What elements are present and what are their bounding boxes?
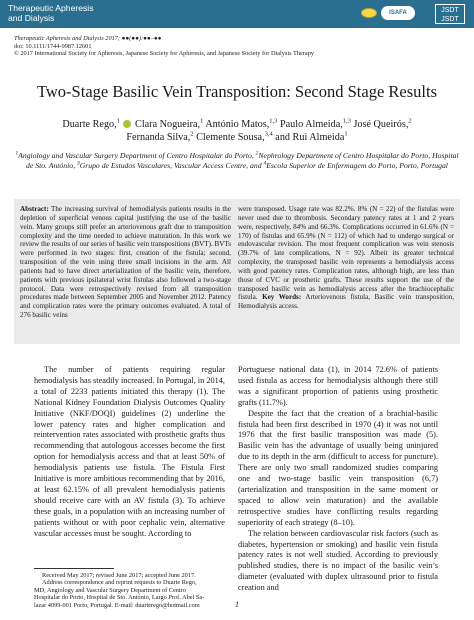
footnote-rule bbox=[34, 568, 114, 569]
jsdt-logo-line2: JSDT bbox=[441, 16, 459, 23]
doi: doi: 10.1111/1744-9987.12601 bbox=[14, 42, 92, 50]
abstract-text-left: The increasing survival of hemodialysis patients results in the depletion of superficial venous capital justifying the use of the basilic vein. Many groups still prefer an arteriovenous graft due to transposition complexity and the time needed to achieve maturation. In this work we review the results of our series of basilic vein transpositions (BVT). BVTs were performed in two stages: first, creation of the fistula; second, transposition of the vein using three small incisions in the arm. All patients had to have direct arterialization of the basilic vein, therefore, patients with previous ipsilateral wrist fistulas also followed a two-stage protocol. Data were retrospectively revised from all transposition procedures made between September 2005 and November 2012. Patency and complication rates were the primary outcomes evaluated. A total of 276 basilic veins bbox=[20, 205, 231, 320]
author-name: António Matos, bbox=[205, 119, 270, 130]
journal-title-line2: and Dialysis bbox=[8, 13, 55, 23]
author-affil-sup: 2 bbox=[190, 130, 194, 138]
abstract-left-column bbox=[20, 205, 231, 320]
article-title: Two-Stage Basilic Vein Transposition: Second Stage Results bbox=[36, 82, 438, 101]
author-affil-sup: 1,3 bbox=[269, 117, 278, 125]
author-name: Clemente Sousa, bbox=[196, 132, 265, 143]
body-paragraph: The relation between cardiovascular risk factors (such as diabetes, hypertension or smoking) and basilic vein fistula patency rates is not well studied. According to previously published studies, there is no impact of the basilic vein’s diameter (evaluated with duplex ultrasound prior to fistula creation and bbox=[238, 528, 438, 593]
affil-sup: 1 bbox=[15, 150, 19, 157]
isafa-logo: ISAFA bbox=[381, 6, 415, 20]
body-left-column: The number of patients requiring regular hemodialysis has steadily increased. In Portugal, in 2014, a total of 2233 patients initiated this therapy (1). The National Kidney Foundation Dialysis Outcomes Quality Initiative (NKF/DOQI) guidelines (2) underline the lower patency rates and higher complication and reintervention rates associated with prosthetic grafts thus recommending that autologous accesses become the first option for hemodialysis access and that at least 50% of hemodialysis patients use fistula. The Fistula First Initiative is more ambitious recommending that by 2016, at least 62.15% of all prevalent hemodialysis patients should receive care with an AV fistula (3). To achieve these goals, in a population with an increasing number of patients without or with poor cephalic vein, alternative vascular accesses must be sought. According to bbox=[34, 365, 225, 538]
author-name: Fernanda Silva, bbox=[126, 132, 191, 143]
orcid-icon[interactable] bbox=[123, 120, 131, 128]
author-name: Clara Nogueira, bbox=[135, 119, 201, 130]
author-affil-sup: 3,4 bbox=[264, 130, 273, 138]
journal-banner bbox=[0, 0, 474, 28]
jsdt-logo bbox=[435, 4, 465, 24]
author-list bbox=[14, 118, 460, 144]
body-right-column bbox=[238, 365, 438, 594]
affiliation-text: Nephrology Department of Centro Hospitalar do Porto, Hospital de Sto. António, bbox=[26, 151, 459, 170]
body-paragraph: Despite the fact that the creation of a brachial-basilic fistula had been first described in 1970 (4) it was not until 1976 that the first basilic transposition was made (5). Basilic vein has the advantage of usually being uninjured due to its depth in the arm (difficult to access for puncture). There are only two small randomized studies comparing one and two-stage basilic vein transposition (6,7) (arterialization and transposition in the same moment or spaced to allow vein maturation) and the available retrospective studies have conflicting results regarding superiority of each strategy (8–10). bbox=[238, 408, 438, 527]
footnote-line: Address correspondence and reprint requests to Duarte Rego, bbox=[42, 579, 197, 587]
copyright: © 2017 International Society for Apheresis, Japanese Society for Apheresis, and Japanese Society for Dialysis Therapy bbox=[14, 50, 315, 58]
author-affil-sup: 1,3 bbox=[342, 117, 351, 125]
author-name: Paulo Almeida, bbox=[279, 119, 343, 130]
keywords-label: Key Words: bbox=[262, 293, 302, 302]
abstract-right-column bbox=[238, 205, 454, 311]
author-name: and Rui Almeida bbox=[275, 132, 345, 143]
affiliation-text: Escola Superior de Enfermagem do Porto, Porto, Portugal bbox=[266, 161, 448, 170]
abstract-box bbox=[14, 199, 460, 344]
journal-title-line1: Therapeutic Apheresis bbox=[8, 3, 94, 13]
body-paragraph: Portuguese national data (1), in 2014 72.6% of patients used fistula as access for hemodialysis although there still was a significant proportion of patients using prosthetic grafts (11.7%). bbox=[238, 365, 438, 407]
author-affil-sup: 2 bbox=[408, 117, 412, 125]
keywords: Arteriovenous fistula, Basilic vein transposition, Hemodialysis access. bbox=[238, 293, 454, 311]
footnote-line: Received May 2017; revised June 2017; accepted June 2017. bbox=[42, 572, 196, 579]
abstract-label: Abstract: bbox=[20, 205, 49, 213]
affiliations bbox=[14, 151, 460, 171]
author-name: José Queirós, bbox=[353, 119, 409, 130]
article-meta bbox=[14, 35, 464, 58]
abstract-text-right: were transposed. Usage rate was 82.2%. 8% (N = 22) of the fistulas were never used due to thrombosis. Secondary patency rates at 1 and 2 years were, respectively, 84% and 66.3%. Complications occurred in 61.6% (N = 170) of fistulas and 65.9% (N = 112) of which had to undergo surgical or endovascular revision. The most frequent complication was vein stenosis (39.7% of late complications, N = 92). Albeit its greater technical complexity, the transposed basilic vein represents a hemodialysis access with good patency rates. Complication rates, although high, are less than those of CVC or prosthetic grafts. These results support the use of the transposed basilic vein as hemodialysis access after the brachiocephalic fistula. bbox=[238, 205, 454, 302]
affil-sup: 2 bbox=[255, 150, 259, 157]
author-affil-sup: 1 bbox=[200, 117, 204, 125]
author-affil-sup: 1 bbox=[344, 130, 348, 138]
page-number: 1 bbox=[235, 600, 239, 609]
journal-title bbox=[8, 3, 94, 23]
citation: Therapeutic Apheresis and Dialysis 2017; ●●(●●):●●–●● bbox=[14, 35, 162, 42]
affiliation-text: Angiology and Vascular Surgery Department of Centro Hospitalar do Porto, bbox=[18, 151, 254, 160]
author-name: Duarte Rego, bbox=[62, 119, 117, 130]
footnote-line: MD, Angiology and Vascular Surgery Department of Centro bbox=[34, 586, 186, 594]
author-affil-sup: 1 bbox=[116, 117, 120, 125]
jsdt-logo-line1: JSDT bbox=[441, 7, 459, 14]
affil-sup: 4 bbox=[263, 160, 267, 167]
society-seal-icon bbox=[361, 8, 377, 18]
affiliation-text: Grupo de Estudos Vasculares, Vascular Access Centre, and bbox=[79, 161, 262, 170]
affil-sup: 3 bbox=[76, 160, 80, 167]
footnote-line: lazar 4099-001 Porto, Portugal. E-mail: duarterego@hotmail.com bbox=[34, 601, 200, 609]
footnote-line: Hospitalar do Porto, Hospital de Sto. António, Largo Prof. Abel Sa- bbox=[34, 594, 205, 602]
